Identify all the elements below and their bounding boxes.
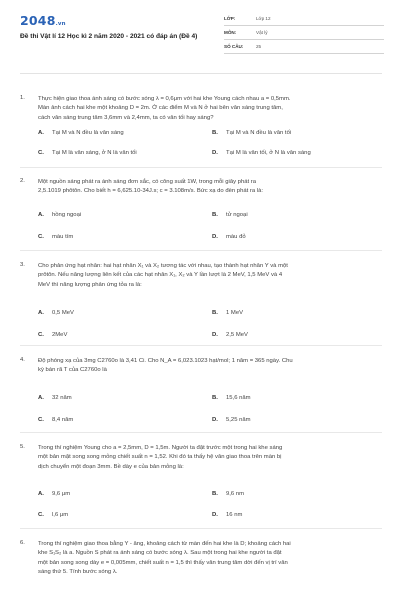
question-number: 3. xyxy=(20,262,25,268)
question-line: 2,5.1019 phôtôn. Cho biết h = 6,625.10-34J.s; c = 3.108m/s. Bức xạ do đèn phát ra là: xyxy=(38,188,263,195)
meta-row-subject xyxy=(224,26,384,40)
question-line: Trong thí nghiệm giao thoa bằng Y - âng, khoảng cách từ màn đến hai khe là D; khoảng cách hai xyxy=(38,541,291,547)
option-a[interactable] xyxy=(38,130,124,136)
meta-row-class xyxy=(224,12,384,26)
question-line: Thực hiện giao thoa ánh sáng có bước sóng λ = 0,6μm với hai khe Young cách nhau a = 0,5mm. xyxy=(38,96,291,102)
question-line: cách vân sáng trung tâm 3,6mm và 2,4mm, ta có vân tối hay sáng? xyxy=(38,114,214,121)
option-letter: A. xyxy=(38,491,44,497)
option-letter: D. xyxy=(212,150,218,156)
question-number: 1. xyxy=(20,95,25,101)
option-letter: B. xyxy=(212,310,218,316)
option-text: 0,5 MeV xyxy=(52,310,74,316)
question-number: 4. xyxy=(20,357,25,363)
option-letter: D. xyxy=(212,234,218,240)
option-text: màu đỏ xyxy=(226,234,246,240)
meta-value: Vật lý xyxy=(256,30,268,35)
option-letter: A. xyxy=(38,130,44,136)
option-a[interactable] xyxy=(38,310,74,316)
option-b[interactable] xyxy=(212,395,251,401)
option-text: 8,4 năm xyxy=(52,417,74,423)
question-text xyxy=(38,262,380,290)
logo-main: 2048 xyxy=(20,13,56,28)
option-letter: B. xyxy=(212,212,218,218)
option-text: 15,6 năm xyxy=(226,395,251,401)
question-line: Cho phản ứng hạt nhân: hai hạt nhân X₁ và X₂ tương tác với nhau, tạo thành hạt nhân Y và một xyxy=(38,263,288,269)
option-letter: C. xyxy=(38,512,44,518)
option-text: 5,25 năm xyxy=(226,417,251,423)
option-letter: B. xyxy=(212,395,218,401)
option-letter: D. xyxy=(212,332,218,338)
option-letter: A. xyxy=(38,212,44,218)
question-line: dịch chuyển một đoạn 3mm. Bề dày e của bản mỏng là: xyxy=(38,463,184,470)
option-text: màu tím xyxy=(52,234,74,240)
option-text: hồng ngoại xyxy=(52,212,82,218)
question-divider xyxy=(20,528,382,529)
question-text xyxy=(38,444,380,472)
question-line: Màn ảnh cách hai khe một khoảng D = 2m. Ở các điểm M và N ở hai bên vân sáng trung tâm, xyxy=(38,105,283,112)
option-d[interactable] xyxy=(212,332,248,338)
option-text: 2MeV xyxy=(52,332,68,338)
option-letter: B. xyxy=(212,491,218,497)
option-letter: D. xyxy=(212,417,218,423)
question-divider xyxy=(20,432,382,433)
option-d[interactable] xyxy=(212,417,251,423)
option-d[interactable] xyxy=(212,234,246,240)
question-line: một bản mặt song song mỏng chiết suất n = 1,52. Khi đó ta thấy hệ vân giao thoa trên màn bị xyxy=(38,454,282,461)
question-line: một bản song song dày e = 0,005mm, chiết suất n = 1,5 thì thấy vân trung tâm dời đến vị trí vân xyxy=(38,559,288,566)
option-letter: C. xyxy=(38,150,44,156)
header-divider xyxy=(20,73,382,74)
question-text xyxy=(38,178,380,197)
exam-title: Đề thi Vật lí 12 Học kì 2 năm 2020 - 2021 có đáp án (Đề 4) xyxy=(20,33,198,40)
logo-suffix: .vn xyxy=(55,21,66,27)
meta-label: LỚP: xyxy=(224,16,236,21)
question-line: prôtôn. Nếu năng lượng liên kết của các hạt nhân X₁, X₂ và Y lần lượt là 2 MeV, 1,5 MeV và 4 xyxy=(38,272,283,279)
option-b[interactable] xyxy=(212,212,248,218)
option-b[interactable] xyxy=(212,310,243,316)
question-line: sáng thứ 5. Tính bước sóng λ. xyxy=(38,569,118,576)
question-line: Độ phóng xạ của 3mg C2760o là 3,41 Ci. Cho N_A = 6,023.1023 hạt/mol; 1 năm = 365 ngày. Chu xyxy=(38,358,293,364)
question-divider xyxy=(20,167,382,168)
option-letter: B. xyxy=(212,130,218,136)
option-a[interactable] xyxy=(38,491,70,497)
option-text: 9,6 nm xyxy=(226,491,245,497)
meta-label: SỐ CÂU: xyxy=(224,44,244,49)
option-text: tử ngoại xyxy=(226,212,248,218)
option-letter: A. xyxy=(38,310,44,316)
option-text: 9,6 μm xyxy=(52,491,71,497)
meta-label: MÔN: xyxy=(224,30,237,35)
option-letter: C. xyxy=(38,417,44,423)
option-text: 32 năm xyxy=(52,395,72,401)
meta-value: 25 xyxy=(256,44,262,49)
option-d[interactable] xyxy=(212,512,242,518)
option-b[interactable] xyxy=(212,491,244,497)
question-line: Một nguồn sáng phát ra ánh sáng đơn sắc, có công suất 1W, trong mỗi giây phát ra xyxy=(38,179,257,185)
option-text: Tại M là vân tối, ở N là vân sáng xyxy=(226,150,311,156)
question-line: Trong thí nghiệm Young cho a = 2,5mm, D = 1,5m. Người ta đặt trước một trong hai khe sáng xyxy=(38,445,283,451)
question-text xyxy=(38,95,380,123)
question-number: 5. xyxy=(20,444,25,450)
meta-row-count xyxy=(224,40,384,54)
option-text: Tại M là vân sáng, ở N là vân tối xyxy=(52,150,137,156)
option-d[interactable] xyxy=(212,150,311,156)
option-letter: A. xyxy=(38,395,44,401)
exam-meta-table xyxy=(224,12,384,54)
page-header xyxy=(0,0,400,66)
question-text xyxy=(38,540,380,578)
question-line: MeV thì năng lượng phản ứng tỏa ra là: xyxy=(38,281,142,288)
question-divider xyxy=(20,250,382,251)
question-divider xyxy=(20,345,382,346)
meta-value: Lớp 12 xyxy=(256,16,271,21)
question-text xyxy=(38,357,380,376)
question-line: khe S₁S₂ là a. Nguồn S phát ra ánh sáng có bước sóng λ. Sau một trong hai khe người ta đặt xyxy=(38,550,282,557)
option-text: 2,5 MeV xyxy=(226,332,248,338)
option-letter: D. xyxy=(212,512,218,518)
option-letter: C. xyxy=(38,332,44,338)
option-c[interactable] xyxy=(38,417,73,423)
site-logo[interactable] xyxy=(20,13,66,28)
option-text: l,6 μm xyxy=(52,512,69,518)
option-c[interactable] xyxy=(38,512,68,518)
question-number: 6. xyxy=(20,540,25,546)
option-a[interactable] xyxy=(38,395,72,401)
option-c[interactable] xyxy=(38,150,137,156)
option-c[interactable] xyxy=(38,234,73,240)
option-c[interactable] xyxy=(38,332,67,338)
option-text: Tại M và N đều là vân tối xyxy=(226,130,292,136)
option-text: 16 nm xyxy=(226,512,243,518)
option-a[interactable] xyxy=(38,212,81,218)
option-letter: C. xyxy=(38,234,44,240)
option-text: Tại M và N đều là vân sáng xyxy=(52,130,124,136)
option-text: 1 MeV xyxy=(226,310,244,316)
option-b[interactable] xyxy=(212,130,291,136)
question-number: 2. xyxy=(20,178,25,184)
question-line: kỳ bán rã T của C2760o là xyxy=(38,367,107,374)
